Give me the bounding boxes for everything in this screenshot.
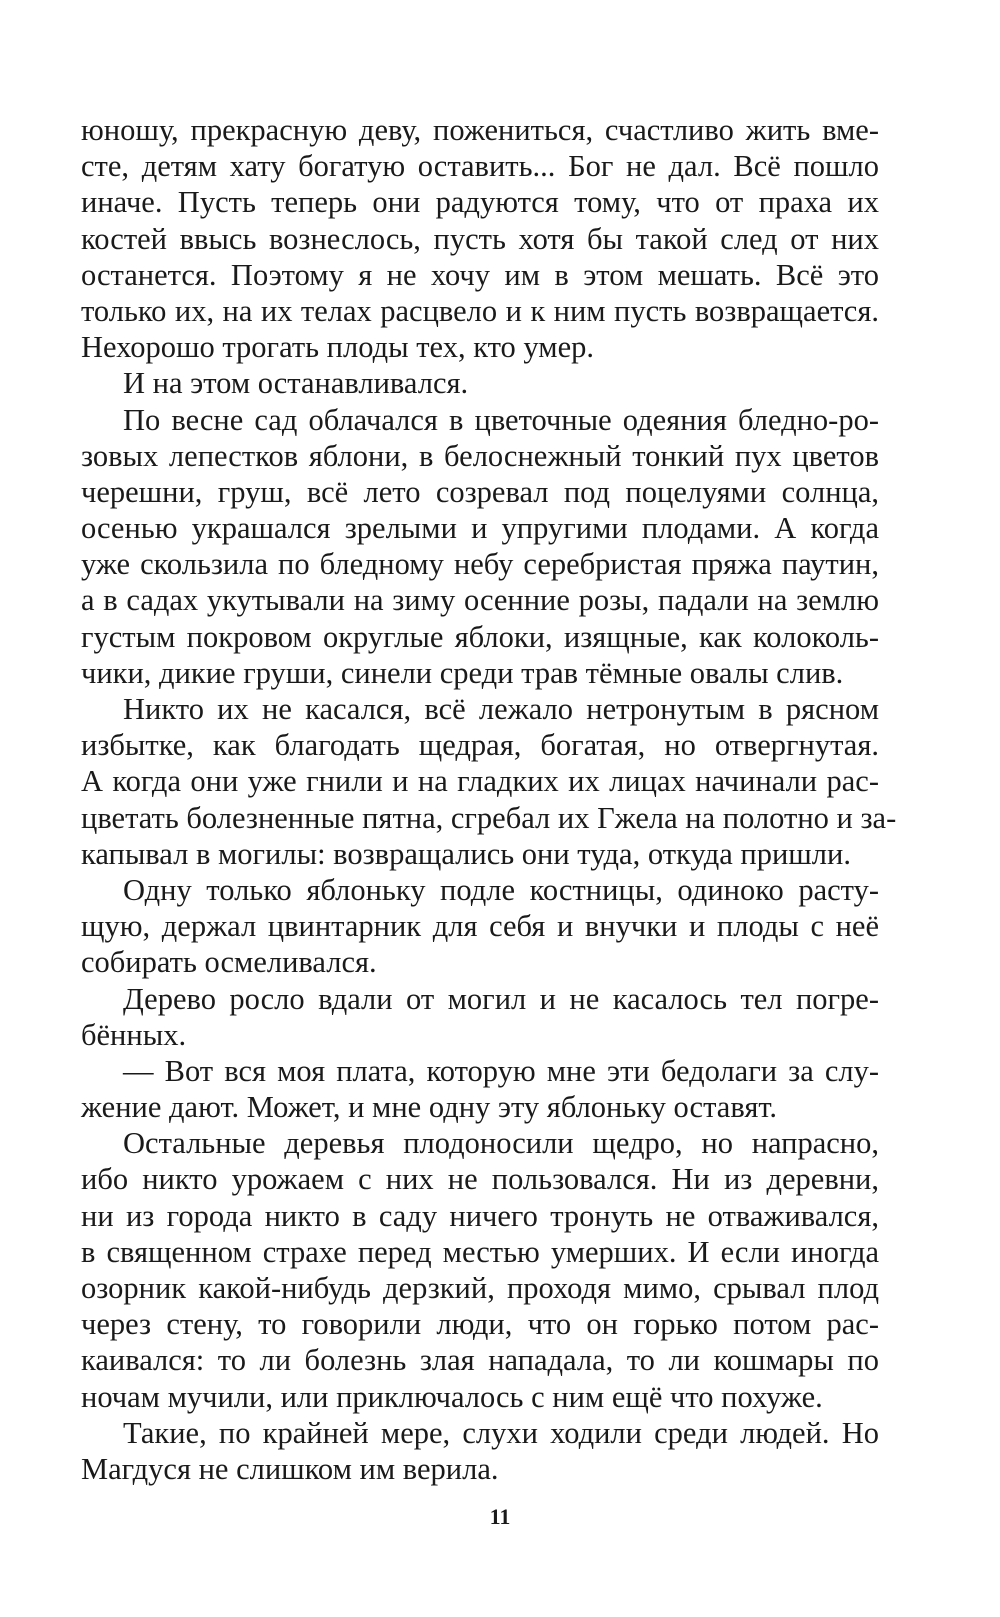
text-line: Остальные деревья плодоносили щедро, но напрасно, (123, 1126, 879, 1161)
text-line: ни из города никто в саду ничего тронуть не отваживался, (81, 1198, 879, 1233)
text-line: сте, детям хату богатую оставить... Бог не дал. Всё пошло (81, 149, 879, 184)
text-line: зовых лепестков яблони, в белоснежный тонкий пух цветов (81, 438, 879, 473)
text-line: — Вот вся моя плата, которую мне эти бедолаги за слу- (123, 1053, 879, 1088)
text-line: озорник какой-нибудь дерзкий, проходя мимо, срывал плод (81, 1271, 879, 1305)
text-line: только их, на их телах расцвело и к ним пусть возвращается. (81, 293, 879, 328)
text-line: костей ввысь вознеслось, пусть хотя бы такой след от них (81, 221, 879, 256)
paragraph (81, 365, 879, 401)
text-line: Магдуся не слишком им верила. (81, 1451, 499, 1486)
text-line: Никто их не касался, всё лежало нетронутым в рясном (123, 692, 879, 726)
text-line: останется. Поэтому я не хочу им в этом мешать. Всё это (81, 257, 879, 292)
text-line: капывал в могилы: возвращались они туда, откуда пришли. (81, 836, 851, 871)
text-line: жение дают. Может, и мне одну эту яблоньку оставят. (81, 1090, 778, 1125)
text-line: густым покровом округлые яблоки, изящные, как колоколь- (81, 619, 879, 654)
paragraph (81, 691, 897, 872)
text-line: А когда они уже гнили и на гладких их лицах начинали рас- (81, 764, 879, 799)
paragraph (81, 1415, 879, 1487)
text-line: юношу, прекрасную деву, пожениться, счастливо жить вме- (81, 113, 879, 147)
text-line: уже скользила по бледному небу серебристая пряжа паутин, (81, 547, 879, 582)
text-line: черешни, груш, всё лето созревал под поцелуями солнца, (81, 474, 879, 509)
paragraph (81, 1125, 879, 1415)
text-line: ночам мучили, или приключалось с ним ещё что похуже. (81, 1379, 823, 1414)
page-body (81, 112, 897, 1487)
text-line: а в садах укутывали на зиму осенние розы, падали на землю (81, 583, 879, 618)
text-line: щую, держал цвинтарник для себя и внучки и плоды с неё (81, 909, 879, 944)
text-line: бённых. (81, 1017, 187, 1052)
text-line: через стену, то говорили люди, что он горько потом рас- (81, 1307, 879, 1342)
paragraph (81, 1053, 879, 1125)
page-number: 11 (489, 1504, 511, 1529)
text-line: в священном страхе перед местью умерших. И если иногда (81, 1234, 879, 1269)
text-line: Одну только яблоньку подле костницы, одиноко расту- (123, 872, 879, 907)
text-line: чики, дикие груши, синели среди трав тёмные овалы слив. (81, 655, 844, 690)
text-line: Нехорошо трогать плоды тех, кто умер. (81, 330, 594, 365)
paragraph (81, 872, 879, 981)
text-line: Такие, по крайней мере, слухи ходили среди людей. Но (123, 1415, 879, 1450)
text-line: избытке, как благодать щедрая, богатая, но отвергнутая. (81, 728, 879, 763)
text-line: И на этом останавливался. (123, 366, 469, 401)
text-line: Дерево росло вдали от могил и не касалось тел погре- (123, 981, 879, 1016)
text-line: каивался: то ли болезнь злая нападала, то ли кошмары по (81, 1343, 879, 1378)
text-line: цветать болезненные пятна, сгребал их Гжела на полотно и за- (81, 800, 897, 835)
paragraph (81, 112, 879, 365)
text-line: осенью украшался зрелыми и упругими плодами. А когда (81, 511, 879, 546)
text-line: ибо никто урожаем с них не пользовался. Ни из деревни, (81, 1162, 879, 1197)
paragraph (81, 981, 879, 1053)
paragraph (81, 402, 879, 692)
text-line: По весне сад облачался в цветочные одеяния бледно-ро- (123, 402, 879, 437)
text-line: иначе. Пусть теперь они радуются тому, что от праха их (81, 185, 879, 220)
text-line: собирать осмеливался. (81, 945, 377, 980)
